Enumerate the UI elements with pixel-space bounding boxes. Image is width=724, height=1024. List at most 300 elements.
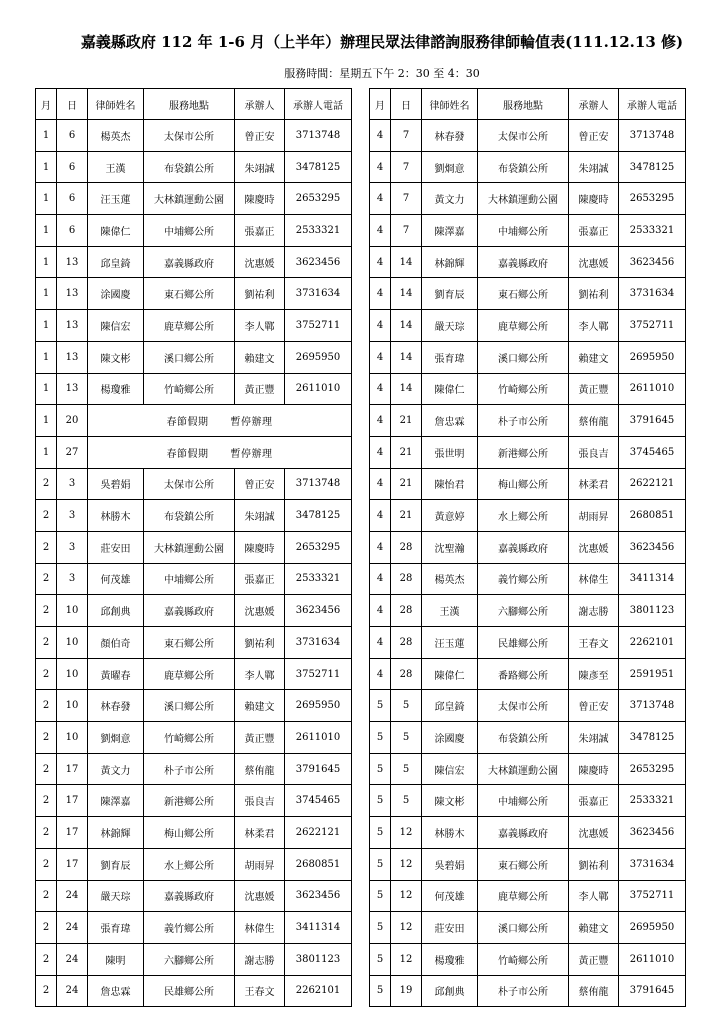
officer-name: 沈惠媛: [569, 531, 619, 563]
table-row: [36, 468, 352, 500]
lawyer-name: 林春發: [88, 690, 144, 722]
service-time: 服務時間：星期五下午 2：30 至 4：30: [284, 67, 480, 80]
day-cell: 5: [391, 785, 422, 817]
lawyer-name: 劉育辰: [422, 278, 478, 310]
table-row: [370, 975, 686, 1007]
officer-phone: 3791645: [619, 975, 686, 1007]
service-location: 布袋鎮公所: [478, 151, 569, 183]
table-row: [36, 341, 352, 373]
service-location: 嘉義縣政府: [478, 246, 569, 278]
day-cell: 13: [57, 373, 88, 405]
day-cell: 28: [391, 531, 422, 563]
month-cell: 2: [36, 785, 57, 817]
holiday-label: 春節假期: [166, 417, 209, 429]
header-location: 服務地點: [478, 89, 569, 120]
lawyer-name: 黃意婷: [422, 500, 478, 532]
officer-name: 張嘉正: [569, 785, 619, 817]
officer-phone: 3478125: [285, 151, 352, 183]
officer-phone: 2695950: [285, 690, 352, 722]
month-cell: 5: [370, 848, 391, 880]
service-location: 太保市公所: [144, 120, 235, 152]
month-cell: 4: [370, 120, 391, 152]
day-cell: 6: [57, 183, 88, 215]
lawyer-name: 林春發: [422, 120, 478, 152]
table-row: [36, 500, 352, 532]
table-row: [370, 753, 686, 785]
month-cell: 1: [36, 120, 57, 152]
month-cell: 5: [370, 722, 391, 754]
lawyer-name: 黃曜春: [88, 658, 144, 690]
table-row: [370, 405, 686, 437]
lawyer-name: 楊瓊雅: [88, 373, 144, 405]
officer-name: 黃正豐: [569, 373, 619, 405]
service-location: 水上鄉公所: [144, 848, 235, 880]
officer-name: 王春文: [569, 627, 619, 659]
service-location: 太保市公所: [478, 120, 569, 152]
officer-phone: 2622121: [285, 817, 352, 849]
header-day: 日: [57, 89, 88, 120]
table-row: [36, 943, 352, 975]
service-location: 竹崎鄉公所: [478, 373, 569, 405]
lawyer-name: 何茂雄: [88, 563, 144, 595]
lawyer-name: 吳碧娟: [422, 848, 478, 880]
month-cell: 1: [36, 278, 57, 310]
officer-phone: 3623456: [285, 595, 352, 627]
month-cell: 2: [36, 563, 57, 595]
service-location: 嘉義縣政府: [144, 246, 235, 278]
officer-name: 沈惠媛: [235, 880, 285, 912]
service-location: 中埔鄉公所: [144, 563, 235, 595]
officer-name: 劉祐利: [235, 627, 285, 659]
service-location: 六腳鄉公所: [144, 943, 235, 975]
officer-phone: 3713748: [285, 468, 352, 500]
officer-phone: 2680851: [619, 500, 686, 532]
day-cell: 10: [57, 627, 88, 659]
officer-phone: 3731634: [619, 848, 686, 880]
table-row: [370, 183, 686, 215]
month-cell: 4: [370, 310, 391, 342]
service-location: 新港鄉公所: [478, 436, 569, 468]
day-cell: 24: [57, 912, 88, 944]
header-location: 服務地點: [144, 89, 235, 120]
month-cell: 5: [370, 943, 391, 975]
officer-name: 蔡侑龍: [569, 975, 619, 1007]
header-phone: 承辦人電話: [285, 89, 352, 120]
day-cell: 28: [391, 627, 422, 659]
month-cell: 4: [370, 468, 391, 500]
officer-name: 張嘉正: [235, 215, 285, 247]
officer-phone: 3745465: [619, 436, 686, 468]
day-cell: 6: [57, 215, 88, 247]
lawyer-name: 陳偉仁: [422, 373, 478, 405]
officer-name: 林柔君: [235, 817, 285, 849]
service-location: 東石鄉公所: [478, 848, 569, 880]
table-row: [370, 848, 686, 880]
officer-name: 王春文: [235, 975, 285, 1007]
lawyer-name: 邱皇錡: [422, 690, 478, 722]
service-location: 嘉義縣政府: [478, 531, 569, 563]
month-cell: 4: [370, 405, 391, 437]
month-cell: 5: [370, 785, 391, 817]
lawyer-name: 顏伯奇: [88, 627, 144, 659]
roster-table-right: [369, 88, 686, 1007]
day-cell: 21: [391, 405, 422, 437]
day-cell: 13: [57, 310, 88, 342]
officer-phone: 3731634: [619, 278, 686, 310]
header-row: [36, 89, 352, 120]
service-location: 義竹鄉公所: [144, 912, 235, 944]
month-cell: 4: [370, 531, 391, 563]
officer-name: 林柔君: [569, 468, 619, 500]
service-location: 中埔鄉公所: [478, 785, 569, 817]
service-location: 民雄鄉公所: [478, 627, 569, 659]
service-location: 梅山鄉公所: [478, 468, 569, 500]
officer-name: 林偉生: [235, 912, 285, 944]
month-cell: 4: [370, 595, 391, 627]
service-location: 鹿草鄉公所: [478, 310, 569, 342]
lawyer-name: 詹忠霖: [88, 975, 144, 1007]
officer-name: 曾正安: [235, 468, 285, 500]
lawyer-name: 汪玉蓮: [88, 183, 144, 215]
officer-name: 黃正豐: [235, 722, 285, 754]
table-row: [36, 373, 352, 405]
officer-name: 李人鄲: [569, 880, 619, 912]
suspended-label: 暫停辦理: [230, 448, 273, 460]
day-cell: 7: [391, 120, 422, 152]
holiday-notice: [88, 436, 352, 468]
officer-phone: 2533321: [285, 563, 352, 595]
lawyer-name: 劉烱意: [88, 722, 144, 754]
table-row: [370, 310, 686, 342]
officer-name: 胡雨昇: [569, 500, 619, 532]
table-row: [370, 880, 686, 912]
service-location: 太保市公所: [144, 468, 235, 500]
officer-name: 陳慶時: [569, 183, 619, 215]
table-row: [36, 627, 352, 659]
day-cell: 14: [391, 310, 422, 342]
day-cell: 14: [391, 373, 422, 405]
lawyer-name: 王漢: [88, 151, 144, 183]
officer-phone: 3752711: [285, 658, 352, 690]
lawyer-name: 林勝木: [88, 500, 144, 532]
service-location: 溪口鄉公所: [144, 690, 235, 722]
service-location: 民雄鄉公所: [144, 975, 235, 1007]
header-lawyer: 律師姓名: [88, 89, 144, 120]
day-cell: 7: [391, 151, 422, 183]
officer-name: 謝志勝: [235, 943, 285, 975]
document-title: 嘉義縣政府 112 年 1-6 月（上半年）辦理民眾法律諮詢服務律師輪值表(111.12.13 修): [80, 33, 684, 51]
lawyer-name: 陳信宏: [422, 753, 478, 785]
table-row: [36, 753, 352, 785]
lawyer-name: 邱創典: [422, 975, 478, 1007]
officer-phone: 3752711: [619, 310, 686, 342]
officer-phone: 2680851: [285, 848, 352, 880]
day-cell: 12: [391, 912, 422, 944]
officer-name: 張嘉正: [235, 563, 285, 595]
officer-phone: 2611010: [285, 373, 352, 405]
table-row: [370, 785, 686, 817]
officer-phone: 2653295: [619, 183, 686, 215]
day-cell: 3: [57, 563, 88, 595]
officer-phone: 3478125: [619, 722, 686, 754]
month-cell: 2: [36, 595, 57, 627]
month-cell: 2: [36, 500, 57, 532]
day-cell: 28: [391, 563, 422, 595]
service-location: 大林鎮運動公園: [144, 531, 235, 563]
month-cell: 2: [36, 880, 57, 912]
table-row: [36, 183, 352, 215]
day-cell: 17: [57, 817, 88, 849]
table-row: [36, 310, 352, 342]
table-row: [370, 373, 686, 405]
lawyer-name: 邱創典: [88, 595, 144, 627]
month-cell: 2: [36, 722, 57, 754]
month-cell: 5: [370, 912, 391, 944]
officer-phone: 3623456: [619, 246, 686, 278]
service-location: 大林鎮運動公園: [478, 753, 569, 785]
officer-phone: 3713748: [285, 120, 352, 152]
officer-name: 李人鄲: [569, 310, 619, 342]
officer-name: 劉祐利: [569, 848, 619, 880]
service-location: 東石鄉公所: [144, 278, 235, 310]
day-cell: 28: [391, 658, 422, 690]
month-cell: 4: [370, 246, 391, 278]
day-cell: 21: [391, 468, 422, 500]
table-row: [370, 341, 686, 373]
officer-phone: 3731634: [285, 627, 352, 659]
officer-phone: 3801123: [285, 943, 352, 975]
lawyer-name: 劉育辰: [88, 848, 144, 880]
table-row: [370, 943, 686, 975]
holiday-label: 春節假期: [166, 448, 209, 460]
month-cell: 5: [370, 880, 391, 912]
month-cell: 1: [36, 151, 57, 183]
table-row: [36, 405, 352, 437]
lawyer-name: 嚴天琮: [422, 310, 478, 342]
table-row: [36, 785, 352, 817]
officer-name: 張良吉: [569, 436, 619, 468]
officer-name: 朱翊誠: [569, 722, 619, 754]
officer-name: 劉祐利: [569, 278, 619, 310]
officer-name: 蔡侑龍: [235, 753, 285, 785]
officer-name: 陳慶時: [235, 531, 285, 563]
day-cell: 13: [57, 246, 88, 278]
lawyer-name: 林勝木: [422, 817, 478, 849]
month-cell: 4: [370, 373, 391, 405]
officer-name: 黃正豐: [569, 943, 619, 975]
month-cell: 4: [370, 341, 391, 373]
day-cell: 24: [57, 880, 88, 912]
lawyer-name: 陳文彬: [88, 341, 144, 373]
officer-phone: 2533321: [619, 785, 686, 817]
day-cell: 19: [391, 975, 422, 1007]
officer-name: 蔡侑龍: [569, 405, 619, 437]
month-cell: 1: [36, 405, 57, 437]
officer-phone: 2653295: [285, 531, 352, 563]
month-cell: 2: [36, 658, 57, 690]
officer-name: 曾正安: [569, 120, 619, 152]
officer-name: 沈惠媛: [569, 817, 619, 849]
day-cell: 27: [57, 436, 88, 468]
day-cell: 17: [57, 753, 88, 785]
month-cell: 5: [370, 817, 391, 849]
suspended-label: 暫停辦理: [230, 417, 273, 429]
table-row: [370, 468, 686, 500]
table-row: [36, 722, 352, 754]
month-cell: 1: [36, 436, 57, 468]
table-row: [370, 595, 686, 627]
service-location: 布袋鎮公所: [478, 722, 569, 754]
table-row: [370, 658, 686, 690]
service-location: 竹崎鄉公所: [144, 373, 235, 405]
day-cell: 17: [57, 785, 88, 817]
officer-name: 李人鄲: [235, 658, 285, 690]
lawyer-name: 黃文力: [88, 753, 144, 785]
officer-phone: 3791645: [285, 753, 352, 785]
day-cell: 17: [57, 848, 88, 880]
officer-phone: 3411314: [619, 563, 686, 595]
officer-phone: 3411314: [285, 912, 352, 944]
day-cell: 7: [391, 183, 422, 215]
header-row: [370, 89, 686, 120]
officer-name: 陳慶時: [569, 753, 619, 785]
table-row: [36, 912, 352, 944]
month-cell: 1: [36, 341, 57, 373]
officer-phone: 2622121: [619, 468, 686, 500]
officer-phone: 2611010: [619, 373, 686, 405]
officer-phone: 3745465: [285, 785, 352, 817]
officer-name: 朱翊誠: [235, 151, 285, 183]
table-row: [36, 278, 352, 310]
officer-name: 林偉生: [569, 563, 619, 595]
day-cell: 3: [57, 468, 88, 500]
officer-phone: 2611010: [285, 722, 352, 754]
table-row: [36, 436, 352, 468]
month-cell: 2: [36, 627, 57, 659]
month-cell: 5: [370, 753, 391, 785]
officer-phone: 3623456: [619, 531, 686, 563]
month-cell: 1: [36, 373, 57, 405]
table-row: [370, 722, 686, 754]
service-location: 朴子市公所: [478, 975, 569, 1007]
service-location: 布袋鎮公所: [144, 151, 235, 183]
header-officer: 承辦人: [235, 89, 285, 120]
officer-name: 劉祐利: [235, 278, 285, 310]
service-location: 大林鎮運動公園: [144, 183, 235, 215]
table-row: [370, 690, 686, 722]
officer-phone: 3752711: [285, 310, 352, 342]
officer-name: 張嘉正: [569, 215, 619, 247]
month-cell: 2: [36, 753, 57, 785]
day-cell: 6: [57, 151, 88, 183]
day-cell: 12: [391, 848, 422, 880]
service-location: 鹿草鄉公所: [144, 310, 235, 342]
lawyer-name: 陳明: [88, 943, 144, 975]
table-row: [370, 531, 686, 563]
lawyer-name: 陳澤嘉: [88, 785, 144, 817]
roster-table-left: [35, 88, 352, 1007]
day-cell: 13: [57, 341, 88, 373]
lawyer-name: 陳信宏: [88, 310, 144, 342]
officer-phone: 3478125: [619, 151, 686, 183]
officer-name: 沈惠媛: [569, 246, 619, 278]
table-row: [36, 848, 352, 880]
month-cell: 4: [370, 627, 391, 659]
service-location: 梅山鄉公所: [144, 817, 235, 849]
table-row: [370, 500, 686, 532]
officer-phone: 2653295: [285, 183, 352, 215]
officer-name: 陳彥至: [569, 658, 619, 690]
day-cell: 5: [391, 722, 422, 754]
day-cell: 10: [57, 722, 88, 754]
lawyer-name: 林錦輝: [422, 246, 478, 278]
officer-phone: 3623456: [619, 817, 686, 849]
month-cell: 2: [36, 690, 57, 722]
header-officer: 承辦人: [569, 89, 619, 120]
lawyer-name: 吳碧娟: [88, 468, 144, 500]
month-cell: 5: [370, 975, 391, 1007]
lawyer-name: 陳怡君: [422, 468, 478, 500]
table-row: [370, 627, 686, 659]
officer-phone: 2262101: [619, 627, 686, 659]
officer-name: 謝志勝: [569, 595, 619, 627]
service-location: 朴子市公所: [144, 753, 235, 785]
lawyer-name: 楊英杰: [422, 563, 478, 595]
lawyer-name: 張育瑋: [88, 912, 144, 944]
day-cell: 7: [391, 215, 422, 247]
officer-phone: 2262101: [285, 975, 352, 1007]
officer-name: 朱翊誠: [235, 500, 285, 532]
officer-phone: 2533321: [285, 215, 352, 247]
service-location: 布袋鎮公所: [144, 500, 235, 532]
lawyer-name: 嚴天琮: [88, 880, 144, 912]
table-row: [370, 278, 686, 310]
day-cell: 5: [391, 690, 422, 722]
table-row: [36, 120, 352, 152]
table-row: [36, 880, 352, 912]
month-cell: 1: [36, 246, 57, 278]
day-cell: 3: [57, 500, 88, 532]
month-cell: 2: [36, 468, 57, 500]
table-row: [36, 690, 352, 722]
officer-name: 賴建文: [235, 341, 285, 373]
lawyer-name: 劉烱意: [422, 151, 478, 183]
table-row: [370, 912, 686, 944]
month-cell: 4: [370, 215, 391, 247]
lawyer-name: 莊安田: [88, 531, 144, 563]
officer-phone: 3801123: [619, 595, 686, 627]
lawyer-name: 張世明: [422, 436, 478, 468]
service-location: 中埔鄉公所: [144, 215, 235, 247]
month-cell: 4: [370, 658, 391, 690]
lawyer-name: 黃文力: [422, 183, 478, 215]
table-row: [36, 563, 352, 595]
officer-name: 沈惠媛: [235, 595, 285, 627]
month-cell: 4: [370, 563, 391, 595]
lawyer-name: 陳偉仁: [422, 658, 478, 690]
lawyer-name: 王漢: [422, 595, 478, 627]
day-cell: 14: [391, 246, 422, 278]
service-location: 中埔鄉公所: [478, 215, 569, 247]
officer-name: 曾正安: [569, 690, 619, 722]
lawyer-name: 楊英杰: [88, 120, 144, 152]
lawyer-name: 楊瓊雅: [422, 943, 478, 975]
table-row: [370, 817, 686, 849]
officer-name: 黃正豐: [235, 373, 285, 405]
header-month: 月: [36, 89, 57, 120]
day-cell: 6: [57, 120, 88, 152]
table-row: [36, 658, 352, 690]
